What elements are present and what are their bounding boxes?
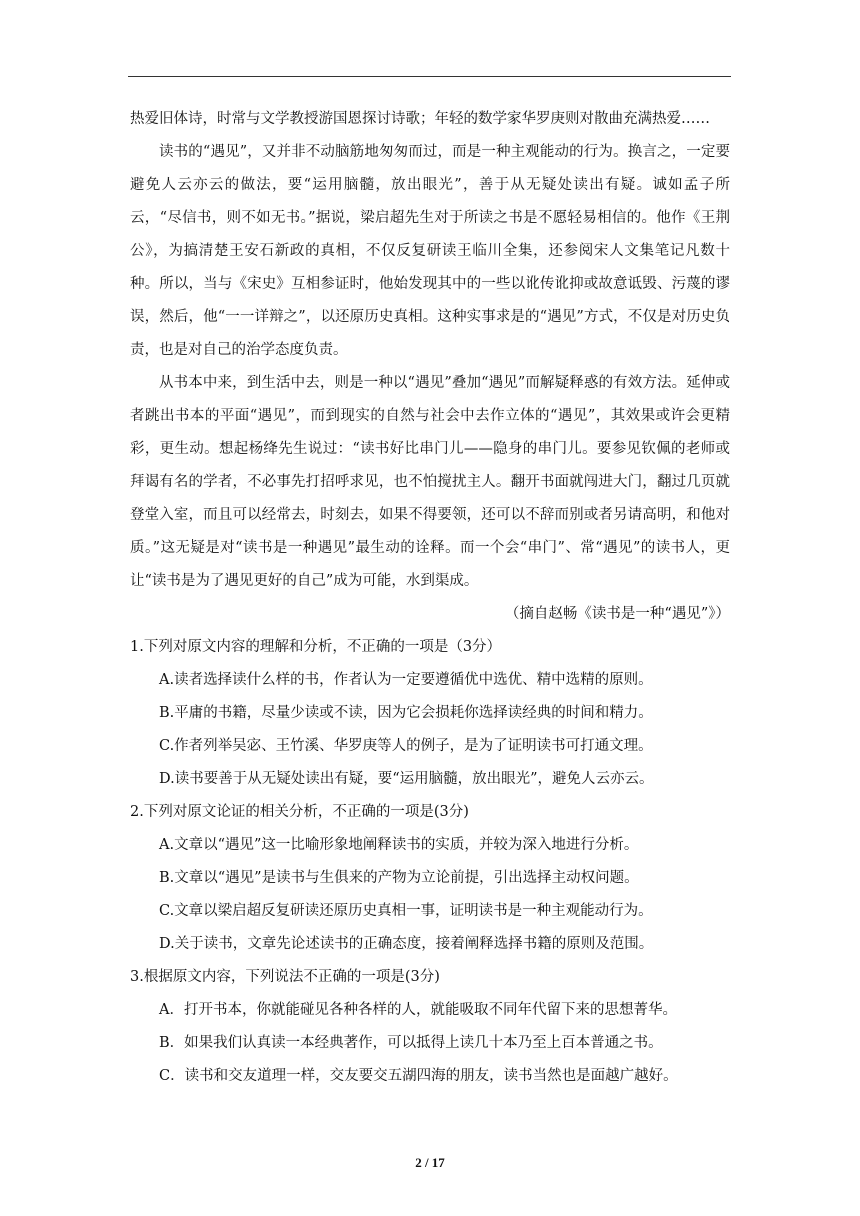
option-d: D.读书要善于从无疑处读出有疑，要“运用脑髓，放出眼光”，避免人云亦云。	[159, 771, 654, 787]
option-b: B.平庸的书籍，尽量少读或不读，因为它会损耗你选择读经典的时间和精力。	[159, 705, 653, 721]
question-stem: 2.下列对原文论证的相关分析，不正确的一项是(3分)	[130, 804, 469, 820]
option-c: C．读书和交友道理一样，交友要交五湖四海的朋友，读书当然也是面越广越好。	[159, 1068, 678, 1084]
question-2	[130, 796, 730, 961]
option-d: D.关于读书，文章先论述读书的正确态度，接着阐释选择书籍的原则及范围。	[159, 936, 654, 952]
option-a: A．打开书本，你就能碰见各种各样的人，就能吸取不同年代留下来的思想菁华。	[159, 1002, 677, 1018]
paragraph-life-practice: 从书本中来，到生活中去，则是一种以“遇见”叠加“遇见”而解疑释惑的有效方法。延伸或者跳出书本的平面“遇见”，而到现实的自然与社会中去作立体的“遇见”，其效果或许会更精彩，更生动。想起杨绛先生说过：“读书好比串门儿——隐身的串门儿。要参见钦佩的老师或拜谒有名的学者，不必事先打招呼求见，也不怕搅扰主人。翻开书面就闯进大门，翻过几页就登堂入室，而且可以经常去，时刻去，如果不得要领，还可以不辞而别或者另请高明，和他对质。”这无疑是对“读书是一种遇见”最生动的诠释。而一个会“串门”、常“遇见”的读书人，更让“读书是为了遇见更好的自己”成为可能，水到渠成。	[130, 375, 730, 589]
document-body	[130, 103, 730, 1093]
option-b: B.文章以“遇见”是读书与生俱来的产物为立论前提，引出选择主动权问题。	[159, 870, 639, 886]
option-c: C.文章以梁启超反复研读还原历史真相一事，证明读书是一种主观能动行为。	[159, 903, 653, 919]
option-a: A.读者选择读什么样的书，作者认为一定要遵循优中选优、精中选精的原则。	[159, 672, 653, 688]
question-3	[130, 961, 730, 1093]
option-c: C.作者列举吴宓、王竹溪、华罗庚等人的例子，是为了证明读书可打通文理。	[159, 738, 653, 754]
question-stem: 3.根据原文内容，下列说法不正确的一项是(3分)	[130, 969, 440, 985]
page-number: 2 / 17	[415, 1155, 445, 1170]
question-stem: 1.下列对原文内容的理解和分析，不正确的一项是（3分）	[130, 639, 502, 655]
source-citation: （摘自赵畅《读书是一种“遇见”》）	[504, 606, 730, 622]
question-1	[130, 631, 730, 796]
paragraph-critical-reading: 读书的“遇见”，又并非不动脑筋地匆匆而过，而是一种主观能动的行为。换言之，一定要避免人云亦云的做法，要“运用脑髓，放出眼光”，善于从无疑处读出有疑。诚如孟子所云，“尽信书，则不如无书。”据说，梁启超先生对于所读之书是不愿轻易相信的。他作《王荆公》，为搞清楚王安石新政的真相，不仅反复研读王临川全集，还参阅宋人文集笔记凡数十种。所以，当与《宋史》互相参证时，他始发现其中的一些以讹传讹抑或故意诋毁、污蔑的谬误，然后，他“一一详辩之”，以还原历史真相。这种实事求是的“遇见”方式，不仅是对历史负责，也是对自己的治学态度负责。	[130, 144, 730, 358]
option-b: B．如果我们认真读一本经典著作，可以抵得上读几十本乃至上百本普通之书。	[159, 1035, 663, 1051]
header-rule	[128, 76, 731, 77]
paragraph-continuation: 热爱旧体诗，时常与文学教授游国恩探讨诗歌；年轻的数学家华罗庚则对散曲充满热爱……	[130, 111, 710, 127]
option-a: A.文章以“遇见”这一比喻形象地阐释读书的实质，并较为深入地进行分析。	[159, 837, 639, 853]
